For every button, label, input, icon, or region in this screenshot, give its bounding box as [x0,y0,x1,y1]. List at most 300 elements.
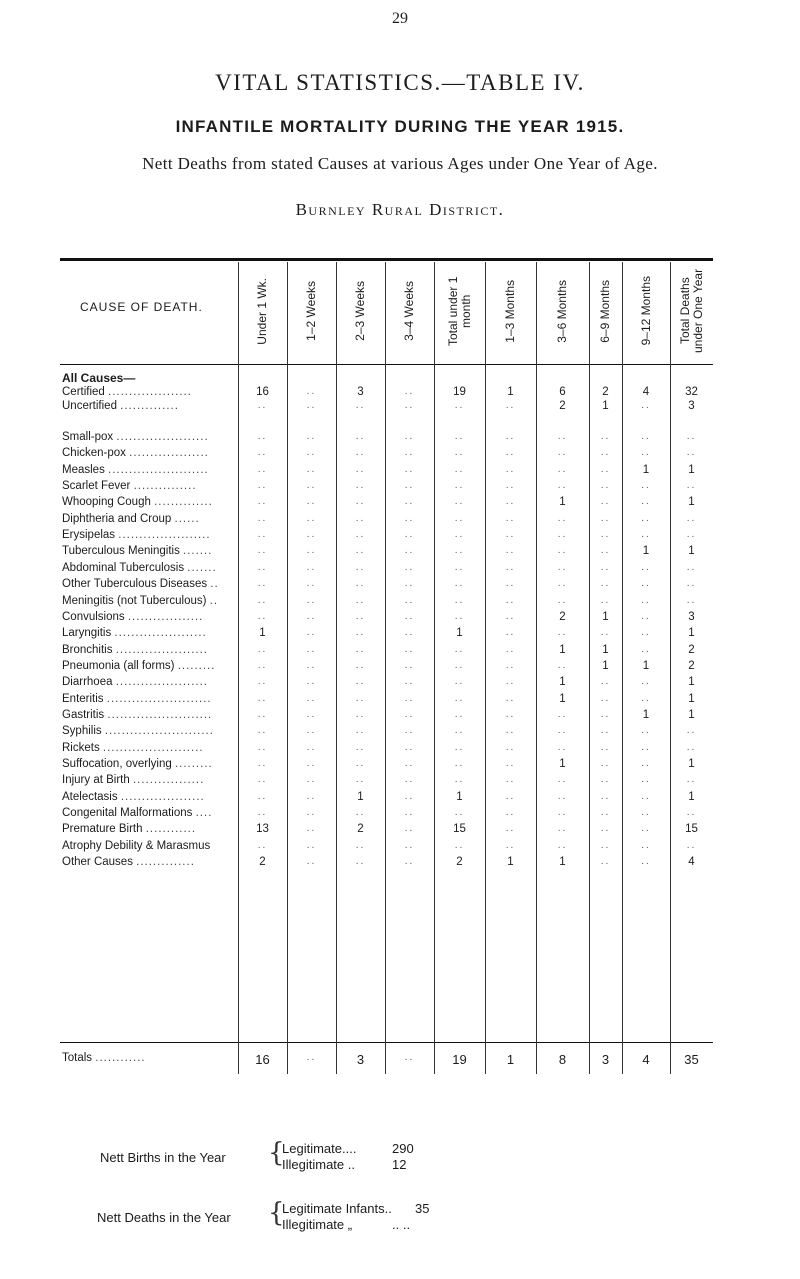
table-cell: .. [641,529,651,540]
leader-dots: .................. [127,611,204,623]
table-cell: .. [454,840,465,851]
table-cell: .. [557,840,568,851]
table-cell: .. [257,496,268,507]
table-row [62,807,713,821]
table-cell: 1 [456,791,463,803]
leader-dots: ...... [174,513,200,525]
table-cell: 1 [602,644,609,656]
table-row [62,823,713,837]
table-cell: .. [454,400,465,411]
table-cell: .. [355,447,366,458]
cause-name: Diarrhoea [62,676,113,688]
table-cell: .. [404,807,415,818]
table-cell: .. [557,660,568,671]
deaths-brace: { [268,1198,285,1228]
group-title: All Causes— [62,371,136,385]
column-header-label: 3–6 Months [555,279,569,343]
table-cell: .. [306,545,317,556]
table-row [62,791,713,805]
row-label [62,529,238,541]
table-cell: .. [306,400,317,411]
table-cell: .. [641,676,651,687]
table-row [62,774,713,788]
table-cell: .. [355,545,366,556]
table-cell: .. [686,578,697,589]
table-cell: .. [505,823,516,834]
table-row [62,1052,713,1066]
deaths-label: Nett Deaths in the Year [97,1210,231,1225]
table-subtitle: INFANTILE MORTALITY DURING THE YEAR 1915. [175,117,625,136]
table-cell: .. [686,431,697,442]
table-cell: .. [306,627,317,638]
column-header [536,262,589,360]
column-header-label: Total under 1 month [445,276,473,346]
row-label [62,386,238,398]
table-cell: .. [600,840,611,851]
cause-name: Suffocation, overlying [62,758,172,770]
table-cell: .. [257,513,268,524]
table-cell: .. [600,513,611,524]
table-cell: .. [641,823,651,834]
table-top-rule [60,258,713,261]
table-cell: 19 [452,1052,467,1067]
table-cell: .. [404,562,415,573]
leader-dots: ............ [95,1052,146,1064]
row-label [62,400,238,412]
table-cell: 2 [688,660,695,672]
table-cell: .. [355,856,366,867]
table-cell: .. [257,807,268,818]
row-label [62,758,238,770]
column-header-label: 3–4 Weeks [402,281,416,341]
table-row [62,464,713,478]
table-cell: .. [454,758,465,769]
row-label [62,856,238,868]
table-cell: .. [600,693,611,704]
table-cell: .. [404,545,415,556]
table-cell: .. [505,774,516,785]
table-cell: 4 [642,1052,650,1067]
table-cell: 2 [559,400,566,412]
column-header [434,262,485,360]
table-cell: 3 [356,1052,365,1067]
table-cell: .. [454,676,465,687]
table-row [62,400,713,414]
table-cell: .. [355,431,366,442]
table-row [62,496,713,510]
leader-dots: ................... [129,447,209,459]
table-cell: 1 [602,611,609,623]
table-cell: .. [404,611,415,622]
table-cell: .. [505,660,516,671]
births-legitimate-label: Legitimate.... [282,1141,357,1156]
table-cell: .. [355,627,366,638]
table-cell: 13 [256,823,269,835]
table-cell: .. [404,447,415,458]
leader-dots: ...................... [115,644,208,656]
table-cell: .. [600,758,611,769]
table-cell: 1 [688,464,695,476]
table-cell: .. [355,725,366,736]
row-label [62,545,238,557]
row-label [62,431,238,443]
table-cell: .. [600,791,611,802]
table-cell: .. [404,774,415,785]
table-cell: .. [641,595,651,606]
table-cell: .. [306,807,317,818]
table-cell: .. [306,529,317,540]
table-cell: .. [641,791,651,802]
row-label [62,840,238,852]
table-cell: .. [306,823,317,834]
row-label [62,1052,238,1064]
table-cell: .. [505,595,516,606]
table-cell: .. [641,807,651,818]
table-cell: .. [505,693,516,704]
table-cell: .. [686,447,697,458]
table-cell: .. [641,480,651,491]
table-cell: .. [600,480,611,491]
table-cell: .. [355,807,366,818]
table-cell: .. [306,791,317,802]
table-cell: .. [404,742,415,753]
table-cell: .. [454,496,465,507]
table-cell: .. [404,431,415,442]
births-illegitimate-value: 12 [392,1157,407,1172]
table-cell: .. [557,480,568,491]
table-cell: .. [257,529,268,540]
table-cell: .. [306,693,317,704]
table-row [62,480,713,494]
table-cell: .. [505,627,516,638]
table-cell: .. [404,627,415,638]
table-cell: .. [557,447,568,458]
table-cell: 1 [602,660,609,672]
table-cell: .. [600,464,611,475]
table-cell: .. [557,627,568,638]
table-cell: .. [641,611,651,622]
table-cell: 1 [559,693,566,705]
table-cell: .. [355,562,366,573]
table-cell: .. [404,644,415,655]
column-header [238,262,287,360]
table-cell: .. [505,725,516,736]
births-brace: { [268,1138,285,1168]
table-cell: .. [404,840,415,851]
table-cell: .. [600,709,611,720]
deaths-illegitimate-value: .. .. [392,1217,411,1232]
table-cell: .. [600,529,611,540]
cause-name: Atelectasis [62,791,118,803]
table-cell: .. [505,611,516,622]
row-label [62,725,238,737]
cause-name: Rickets [62,742,100,754]
table-cell: .. [257,791,268,802]
row-label [62,660,238,672]
table-cell: .. [454,464,465,475]
births-legitimate-value: 290 [392,1141,414,1156]
table-cell: .. [454,774,465,785]
cause-name: Other Causes [62,856,133,868]
table-cell: .. [641,447,651,458]
table-cell: .. [306,725,317,736]
row-label [62,562,238,574]
leader-dots: ...................... [116,431,209,443]
table-cell: .. [454,742,465,753]
table-cell: 3 [357,386,364,398]
table-cell: .. [257,742,268,753]
table-cell: .. [355,529,366,540]
table-cell: .. [641,400,651,411]
column-header [485,262,536,360]
table-cell: .. [557,595,568,606]
table-row [62,386,713,400]
table-cell: 1 [688,709,695,721]
table-cell: 15 [453,823,466,835]
row-label [62,742,238,754]
table-cell: .. [505,496,516,507]
table-cell: .. [557,742,568,753]
cause-name: Erysipelas [62,529,116,541]
cause-column-header: CAUSE OF DEATH. [80,300,203,314]
leader-dots: ........................ [108,464,209,476]
table-cell: .. [641,758,651,769]
table-cell: .. [355,595,366,606]
table-cell: .. [686,562,697,573]
table-cell: .. [686,725,697,736]
table-cell: .. [257,660,268,671]
table-cell: .. [404,529,415,540]
table-cell: .. [306,496,317,507]
table-cell: .. [557,431,568,442]
table-cell: .. [355,660,366,671]
table-cell: .. [641,431,651,442]
table-cell: .. [306,840,317,851]
table-cell: .. [505,644,516,655]
leader-dots: ......... [174,758,213,770]
table-cell: .. [355,742,366,753]
births-label: Nett Births in the Year [100,1150,226,1165]
cause-name: Laryngitis [62,627,112,639]
table-cell: .. [641,644,651,655]
leader-dots: .................... [120,791,205,803]
table-cell: .. [600,562,611,573]
table-cell: 19 [453,386,466,398]
table-cell: .. [306,480,317,491]
table-cell: .. [686,513,697,524]
table-cell: .. [257,578,268,589]
table-cell: 1 [688,676,695,688]
table-cell: .. [404,578,415,589]
table-cell: .. [306,644,317,655]
column-header-label: Total Deaths under One Year [677,268,705,354]
column-header-label: 1–3 Months [503,279,517,343]
table-cell: .. [686,774,697,785]
table-cell: .. [505,431,516,442]
table-cell: .. [600,774,611,785]
table-row [62,611,713,625]
column-header-label: Under 1 Wk. [255,277,269,345]
table-cell: .. [505,545,516,556]
table-cell: .. [557,823,568,834]
cause-name: Syphilis [62,725,102,737]
table-cell: 2 [688,644,695,656]
table-cell: .. [355,464,366,475]
table-cell: .. [557,578,568,589]
table-cell: .. [257,644,268,655]
row-label [62,676,238,688]
table-row [62,709,713,723]
cause-name: Measles [62,464,105,476]
table-cell: .. [557,562,568,573]
row-label [62,791,238,803]
table-cell: .. [641,513,651,524]
leader-dots: .......................... [104,725,214,737]
leader-dots: .................... [108,386,192,398]
table-cell: .. [686,529,697,540]
column-header [670,262,713,360]
row-label [62,595,238,607]
table-cell: .. [557,545,568,556]
table-cell: .. [355,400,366,411]
table-cell: 2 [456,856,463,868]
table-cell: .. [404,400,415,411]
table-cell: .. [505,480,516,491]
table-cell: .. [355,578,366,589]
table-cell: .. [404,464,415,475]
table-cell: .. [600,545,611,556]
table-cell: .. [600,807,611,818]
table-cell: .. [257,709,268,720]
table-cell: .. [454,545,465,556]
table-cell: .. [454,447,465,458]
table-cell: 1 [559,758,566,770]
leader-dots: ...................... [115,676,208,688]
table-cell: .. [505,562,516,573]
column-header [589,262,622,360]
table-cell: 8 [558,1052,567,1067]
cause-name: Diphtheria and Croup [62,513,172,525]
table-cell: 32 [685,386,698,398]
table-cell: .. [505,840,516,851]
table-cell: .. [557,529,568,540]
table-cell: .. [404,823,415,834]
table-cell: .. [404,791,415,802]
table-row [62,545,713,559]
leader-dots: ...................... [114,627,207,639]
table-cell: .. [686,807,697,818]
table-cell: .. [600,725,611,736]
leader-dots: ........................ [102,742,204,754]
table-row [62,644,713,658]
table-cell: 2 [559,611,566,623]
table-cell: .. [404,480,415,491]
table-cell: .. [404,856,415,867]
leader-dots: .............. [120,400,179,412]
table-cell: 1 [507,856,514,868]
table-cell: 1 [357,791,364,803]
table-cell: .. [505,513,516,524]
cause-name: Convulsions [62,611,125,623]
cause-name: Pneumonia (all forms) [62,660,175,672]
births-illegitimate-label: Illegitimate .. [282,1157,355,1172]
table-cell: .. [404,1052,415,1063]
table-cell: .. [557,791,568,802]
table-cell: 1 [602,400,609,412]
table-cell: .. [505,447,516,458]
leader-dots: .... [195,807,213,819]
deaths-illegitimate-label: Illegitimate „ [282,1217,353,1232]
table-cell: .. [454,611,465,622]
table-cell: .. [355,513,366,524]
table-cell: .. [306,611,317,622]
table-cell: .. [641,774,651,785]
table-cell: .. [454,529,465,540]
table-cell: 1 [559,644,566,656]
table-cell: .. [404,758,415,769]
row-label [62,823,238,835]
table-cell: .. [306,595,317,606]
table-cell: .. [505,791,516,802]
table-cell: .. [641,578,651,589]
leader-dots: ...................... [118,529,211,541]
table-row [62,513,713,527]
table-cell: 1 [456,627,463,639]
deaths-legitimate-value: 35 [415,1201,430,1216]
table-cell: .. [600,496,611,507]
district-name: Burnley Rural District. [295,200,505,219]
table-cell: .. [355,693,366,704]
table-cell: .. [257,562,268,573]
table-cell: .. [454,807,465,818]
table-row [62,447,713,461]
table-cell: 15 [685,823,698,835]
table-cell: .. [257,595,268,606]
table-cell: .. [557,464,568,475]
table-cell: .. [505,758,516,769]
table-cell: 2 [357,823,364,835]
table-cell: .. [686,595,697,606]
table-cell: 1 [642,660,650,672]
cause-name: Injury at Birth [62,774,130,786]
table-cell: 2 [602,386,609,398]
cause-name: Other Tuberculous Diseases [62,578,208,590]
table-cell: .. [355,709,366,720]
cause-name: Atrophy Debility & Marasmus [62,840,211,852]
row-label [62,807,238,819]
table-row [62,742,713,756]
deaths-legitimate-label: Legitimate Infants.. [282,1201,392,1216]
totals-rule [60,1042,713,1043]
cause-name: Bronchitis [62,644,113,656]
cause-name: Chicken-pox [62,447,126,459]
table-cell: 16 [256,386,269,398]
table-cell: .. [557,807,568,818]
table-cell: 1 [642,545,650,557]
table-cell: .. [600,856,611,867]
column-header [622,262,670,360]
table-cell: 1 [559,856,566,868]
table-cell: .. [404,693,415,704]
cause-name: Whooping Cough [62,496,151,508]
row-label [62,513,238,525]
table-cell: 3 [601,1052,610,1067]
table-cell: .. [454,644,465,655]
table-row [62,840,713,854]
table-cell: .. [600,627,611,638]
row-label [62,693,238,705]
table-cell: .. [355,644,366,655]
